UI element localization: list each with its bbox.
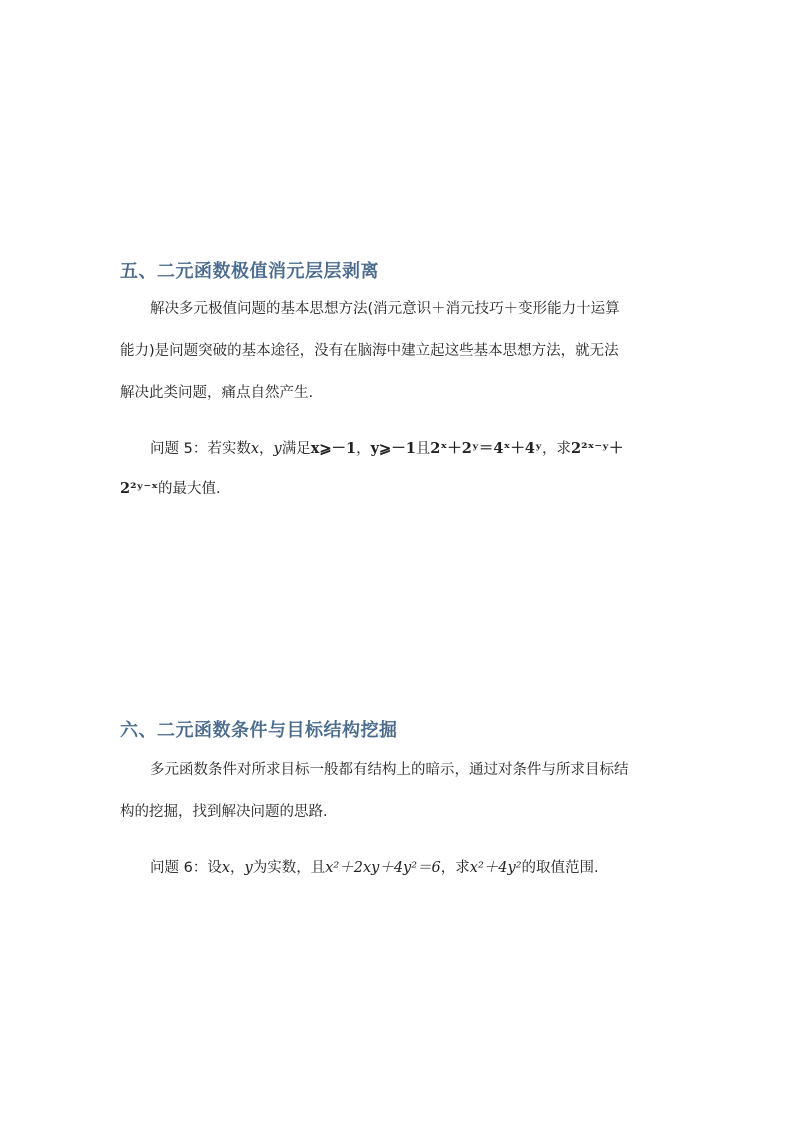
problem-5-var-x: x: [250, 441, 260, 457]
problem-6-var-x: x: [221, 860, 231, 876]
problem-6-sep: ，: [230, 860, 245, 876]
problem-5-target-part-2: 2²ʸ⁻ˣ: [120, 480, 159, 497]
problem-6-var-y: y: [244, 860, 253, 876]
section-5-paragraph-line-3: 解决此类问题，痛点自然产生.: [120, 385, 314, 401]
problem-5-line-1: [150, 437, 624, 458]
problem-6-condition: x²＋2xy＋4y²＝6: [325, 860, 441, 876]
problem-5-sep: ，: [259, 441, 274, 457]
problem-5-equation: 2ˣ＋2ʸ＝4ˣ＋4ʸ: [430, 440, 542, 457]
problem-5-condition-x: x⩾－1: [310, 440, 357, 457]
problem-6-label: 问题 6：设: [150, 860, 222, 876]
problem-5-ask-text: ，求: [542, 441, 571, 457]
problem-5-condition-y: y⩾－1: [370, 440, 416, 457]
section-5-paragraph-line-2: 能力)是问题突破的基本途径，没有在脑海中建立起这些基本思想方法，就无法: [120, 343, 619, 359]
problem-6-line: [150, 856, 599, 877]
problem-5-var-y: y: [273, 441, 282, 457]
section-6-heading: 六、二元函数条件与目标结构挖掘: [120, 720, 398, 741]
problem-6-tail: 的取值范围.: [521, 860, 599, 876]
problem-5-sep-2: ，: [356, 441, 371, 457]
problem-5-target-part-1: 2²ˣ⁻ʸ＋: [571, 440, 624, 457]
problem-5-cond-text: 满足: [281, 441, 311, 457]
problem-6-real-text: 为实数，且: [252, 860, 326, 876]
problem-6-target: x²＋4y²: [469, 860, 522, 876]
problem-6-ask-text: ，求: [440, 860, 470, 876]
section-5-heading: 五、二元函数极值消元层层剥离: [120, 261, 379, 282]
problem-5-and-text: 且: [415, 441, 431, 457]
problem-5-tail: 的最大值.: [158, 481, 221, 497]
section-6-paragraph-line-2: 构的挖掘，找到解决问题的思路.: [120, 804, 328, 820]
section-6-paragraph-line-1: 多元函数条件对所求目标一般都有结构上的暗示，通过对条件与所求目标结: [150, 762, 629, 778]
problem-5-label: 问题 5：若实数: [150, 441, 251, 457]
problem-5-line-2: [120, 477, 221, 498]
section-5-paragraph-line-1: 解决多元极值问题的基本思想方法(消元意识＋消元技巧＋变形能力十运算: [150, 301, 620, 317]
